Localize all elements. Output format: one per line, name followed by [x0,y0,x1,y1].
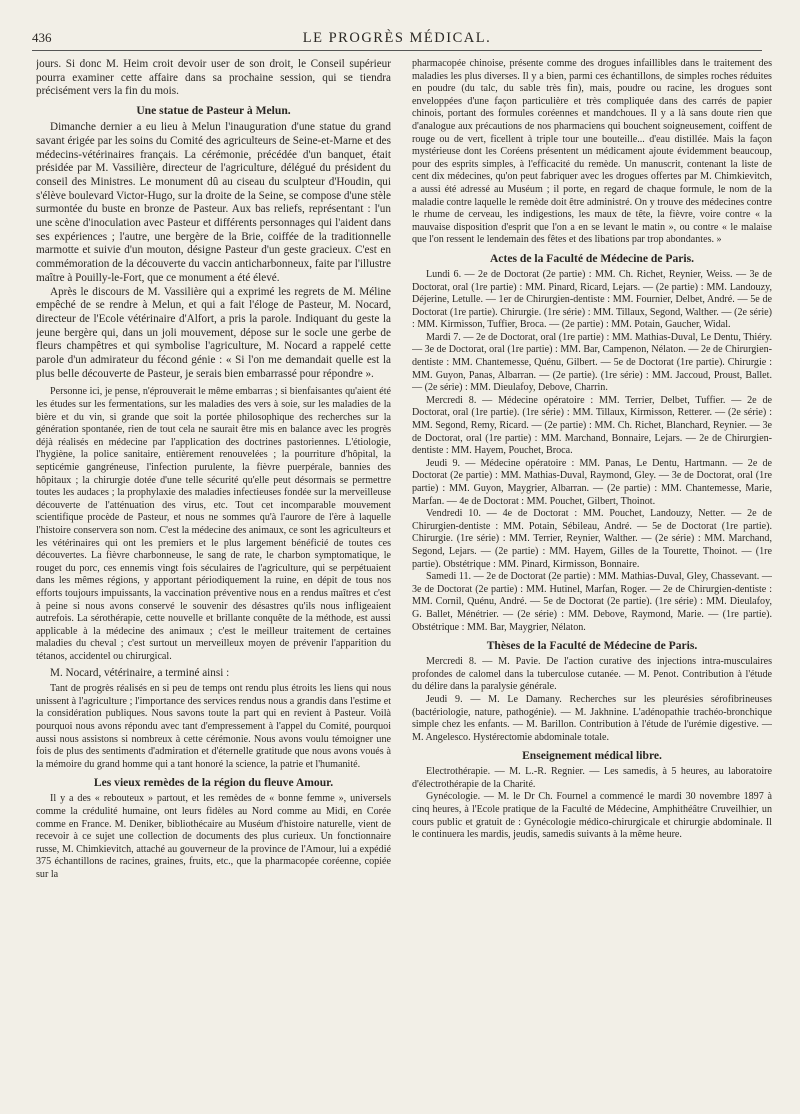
section-heading: Actes de la Faculté de Médecine de Paris. [489,251,695,265]
running-header [32,28,762,51]
exam-day-entry: Vendredi 10. — 4e de Doctorat : MM. Pouchet, Landouzy, Netter. — 2e de Chirurgien-dentiste : MM. Potain, Sébileau, André. — 5e de Doctorat (1re partie). Chirurgie. (1re série) : MM. Terrier, Reynier, Walther. — (2e série) : MM. Marchand, Segond, Lejars. — (2e partie) : MM. Hayem, Gilles de la Tourette, Thoinot. — (1re partie). Obstétrique : MM. Pinard, Kirmisson, Bonnaire. [412,508,772,570]
section-heading: Une statue de Pasteur à Melun. [136,104,291,118]
course-entry: Electrothérapie. — M. L.-R. Regnier. — Les samedis, à 5 heures, au laboratoire d'électrothérapie de la Charité. [412,766,772,790]
exam-day-entry: Jeudi 9. — Médecine opératoire : MM. Panas, Le Dentu, Hartmann. — 2e de Doctorat (2e partie) : MM. Mathias-Duval, Raymond, Gley. — 3e de Doctorat, oral (1re partie) : MM. Guyon, Maygrier, Albarran. — (2e partie) : MM. Chantemesse, Marie, Marfan. — 4e de Doctorat : MM. Pouchet, Gilbert, Thoinot. [412,457,772,507]
paragraph: Il y a des « rebouteux » partout, et les remèdes de « bonne femme », universels comme la crédulité humaine, ont leurs fidèles au Nord comme au Midi, en Corée comme en France. M. Deniker, bibliothécaire au Muséum d'histoire naturelle, vient de recevoir à ce sujet une collection de documents des plus curieux. Un fonctionnaire russe, M. Chimkievitch, attaché au gouverneur de la province de l'Amour, lui a expédié 375 échantillons de racines, graines, fruits, etc., que la pharmacopée coréenne, copiée sur la [36,793,391,880]
journal-title: LE PROGRÈS MÉDICAL. [302,30,492,46]
section-heading: Enseignement médical libre. [522,749,662,763]
course-entry: Gynécologie. — M. le Dr Ch. Fournel a commencé le mardi 30 novembre 1897 à cinq heures, à l'Ecole pratique de la Faculté de Médecine, Amphithéâtre Cruveilhier, un cours public et gratuit de : Gynécologie médico-chirurgicale et chirurgie abdominale. Il le continuera les mardis, jeudis, samedis suivants à la même heure. [412,791,772,841]
paragraph: jours. Si donc M. Heim croit devoir user de son droit, le Conseil supérieur pourra examiner cette affaire dans sa prochaine session, qui se tiendra précisément vers la fin du mois. [36,58,391,98]
exam-day-entry: Lundi 6. — 2e de Doctorat (2e partie) : MM. Ch. Richet, Reynier, Weiss. — 3e de Doctorat, oral (1re partie) : MM. Pinard, Ricard, Lejars. — (2e partie) : MM. Landouzy, Déjerine, Letulle. — 1er de Chirurgien-dentiste : MM. Fournier, Delbet, André. — 5e de Doctorat (1re partie). Chirurgie. (1re série) : MM. Tillaux, Segond, Walther. — (2e série) : MM. Kirmisson, Tuffier, Broca. — (2e partie) : MM. Potain, Gaucher, Widal. [412,268,772,331]
section-heading: Les vieux remèdes de la région du fleuve Amour. [93,776,334,790]
exam-day-entry: Mardi 7. — 2e de Doctorat, oral (1re partie) : MM. Mathias-Duval, Le Dentu, Thiéry. — 3e de Doctorat, oral (1re partie) : MM. Bar, Campenon, Nélaton. — 2e de Chirurgien-dentiste : MM. Chantemesse, Quénu, Gilbert. — 5e de Doctorat (1re partie). Chirurgie : MM. Guyon, Panas, Albarran. — (2e partie). (1re série) : MM. Jaccoud, Proust, Ballet. — (2e série) : MM. Dieulafoy, Debove, Charrin. [412,331,772,394]
paragraph: Après le discours de M. Vassilière qui a exprimé les regrets de M. Méline empêché de se rendre à Melun, et qui a fait l'éloge de Pasteur, M. Nocard, directeur de l'Ecole vétérinaire d'Alfort, a pris la parole. Indiquant du geste la jeune bergère qui, dans un joli mouvement, dépose sur le socle une gerbe de fleurs champêtres et qui symbolise l'agriculture, M. Nocard a rappelé cette parole d'un admirateur du fécond génie : « Si l'on me demandait quelle est la plus belle découverte de Pasteur, je serais bien embarrassé pour répondre ». [36,285,391,380]
thesis-entry: Mercredi 8. — M. Pavie. De l'action curative des injections intra-musculaires profondes de calomel dans la tuberculose cutanée. — M. Penot. Contribution à l'étude du délire dans la paralysie générale. [412,656,772,693]
paragraph: Dimanche dernier a eu lieu à Melun l'inauguration d'une statue du grand savant érigée par les soins du Comité des agriculteurs de Seine-et-Marne et des médecins-vétérinaires français. La cérémonie, précédée d'un banquet, était présidée par M. Vassilière, directeur de l'agriculture, délégué du président du conseil des Ministres. Le monument dû au ciseau du sculpteur d'Houdin, qui s'élève boulevard Victor-Hugo, sur la droite de la Seine, se compose d'une stèle surmontée du buste en bronze de Pasteur. Aux bas reliefs, représentant : l'un une scène d'inoculation avec Pasteur et différents personnages qui l'aident dans ses expériences ; l'autre, une bergère de la Brie, coiffée de la traditionnelle marmotte et suivie d'un mouton, désigne Pasteur d'un geste gracieux. C'est en commémoration de la découverte du vaccin anticharbonneux, faite par l'illustre maître à Pouilly-le-Fort, que ce monument a été élevé. [36,121,391,284]
thesis-entry: Jeudi 9. — M. Le Damany. Recherches sur les pleurésies sérofibrineuses (bactériologie, nature, pathogénie). — M. Jakhnine. L'adénopathie trachéo-bronchique simple chez les enfants. — M. Barillon. Contribution à l'étude de l'urémie digestive. — M. Angelesco. Hystérectomie abdominale totale. [412,693,772,743]
paragraph: pharmacopée chinoise, présente comme des drogues infaillibles dans le traitement des maladies les plus diverses. Il y a bien, parmi ces échantillons, de simples roches réduites en poudre (du talc, du sable très fin), mais, poudre ou racine, les drogues sont enveloppées d'une façon particulière et très compliquée dans des carrés de papier chinois, portant des formules coréennes et mandchoues. Il y a là sans doute rien que d'analogue aux précautions de nos pharmaciens qui bouchent soigneusement, coiffent de rouge ou de vert, ficellent à triple tour une bouteille... d'eau distillée. Mais la façon mystérieuse dont les Coréens présentent un médicament ajoute évidemment beaucoup, pour des esprits simples, à l'efficacité du remède. Un manuscrit, contenant la liste de cent dix médecines, qu'on peut fabriquer avec les drogues offertes par M. Chimkievitch, a aussi été adressé au Muséum ; il porte, en regard de chaque formule, le nom de la maladie contre laquelle le remède doit être administré. On y trouve des médecines contre le rhume de cerveau, les indigestions, les maux de tête, la fièvre, voire contre « la mauvaise disposition d'esprit que l'on a en se levant le matin », ou contre « le malaise que l'on ressent le lendemain des fêtes et des libations par trop abondantes. » [412,58,772,246]
section-heading: Thèses de la Faculté de Médecine de Paris. [486,639,698,653]
exam-day-entry: Samedi 11. — 2e de Doctorat (2e partie) : MM. Mathias-Duval, Gley, Chassevant. — 3e de Doctorat (2e partie) : MM. Hutinel, Marfan, Roger. — 2e de Chirurgien-dentiste : MM. Cornil, Quénu, André. — 5e de Doctorat (2e partie). (1re série) : MM. Dieulafoy, G. Ballet, Ménétrier. — (2e série) : MM. Debove, Raymond, Marie. — (1re partie). Obstétrique : MM. Bar, Maygrier, Nélaton. [412,571,772,633]
page-number: 436 [32,30,52,45]
exam-day-entry: Mercredi 8. — Médecine opératoire : MM. Terrier, Delbet, Tuffier. — 2e de Doctorat, oral (1re partie). (1re série) : MM. Tillaux, Kirmisson, Retterer. — (2e série) : MM. Segond, Remy, Ricard. — (2e partie) : MM. Ch. Richet, Blanchard, Reynier. — 3e de Doctorat, oral (1re partie) : MM. Marchand, Bonnaire, Lejars. — 2e de Chirurgien-dentiste : MM. Hayem, Pouchet, Broca. [412,394,772,457]
quoted-speech: Tant de progrès réalisés en si peu de temps ont rendu plus étroits les liens qui nous unissent à l'agriculture ; l'importance des services rendus nous a grandis dans l'estime et la considération publiques. Nous savons toute la part qui en revient à Pasteur. Voilà pourquoi nous avons répondu avec tant d'empressement à l'appel du Comité, pourquoi aussi nous assistons si nombreux à cette cérémonie. Nous avons voulu témoigner une fois de plus des sentiments d'admiration et d'éternelle gratitude que nous avons voués à la mémoire du grand homme qui a tant honoré la science, la patrie et l'humanité. [36,683,391,770]
paragraph: M. Nocard, vétérinaire, a terminé ainsi : [50,666,230,679]
left-column [36,58,391,1104]
quoted-speech: Personne ici, je pense, n'éprouverait le même embarras ; si bienfaisantes qu'aient été les études sur les fermentations, sur les maladies des vers à soie, sur les maladies de la bière et du vin, si grande que soit la portée philosophique des recherches sur la génération spontanée, rien de tout cela ne saurait être mis en balance avec les progrès déjà réalisés en médecine par l'application des doctrines pastoriennes. L'étiologie, l'hygiène, la police sanitaire, entièrement renouvelées ; la pourriture d'hôpital, la septicémie gangréneuse, l'infection purulente, la fièvre puerpérale, bannies des hôpitaux ; la chirurgie dotée d'une telle sécurité qu'elle peut désormais se permettre toutes les audaces ; la prophylaxie des maladies infectieuses fondée sur la merveilleuse découverte de l'atténuation des virus, etc. Tout cet incomparable mouvement scientifique procède de Pasteur, et nous ne sommes qu'à l'aurore de l'ère à laquelle l'histoire conservera son nom. C'est la médecine des animaux, ce sont les agriculteurs et les vétérinaires qui ont les premiers et le plus largement bénéficié de toutes ces découvertes. La fièvre charbonneuse, le sang de rate, le charbon symptomatique, le rouget du porc, ces ennemis vingt fois séculaires de l'agriculture, qui se perpétuaient dans les mêmes régions, y apportant périodiquement la ruine, en dépit de tous nos efforts toujours impuissants, la vaccination préventive nous en a rendus maîtres et c'est à peine si nous avons conservé le souvenir des désastres qu'ils nous infligeaient autrefois. La sérothérapie, cette nouvelle et brillante conquête de la méthode, est aussi applicable à la médecine des animaux ; c'est le meilleur traitement de certaines maladies du cheval ; c'est surtout un merveilleux moyen de prévenir l'apparition du tétanos, accidentel ou chirurgical. [36,386,391,662]
right-column [412,58,772,1104]
